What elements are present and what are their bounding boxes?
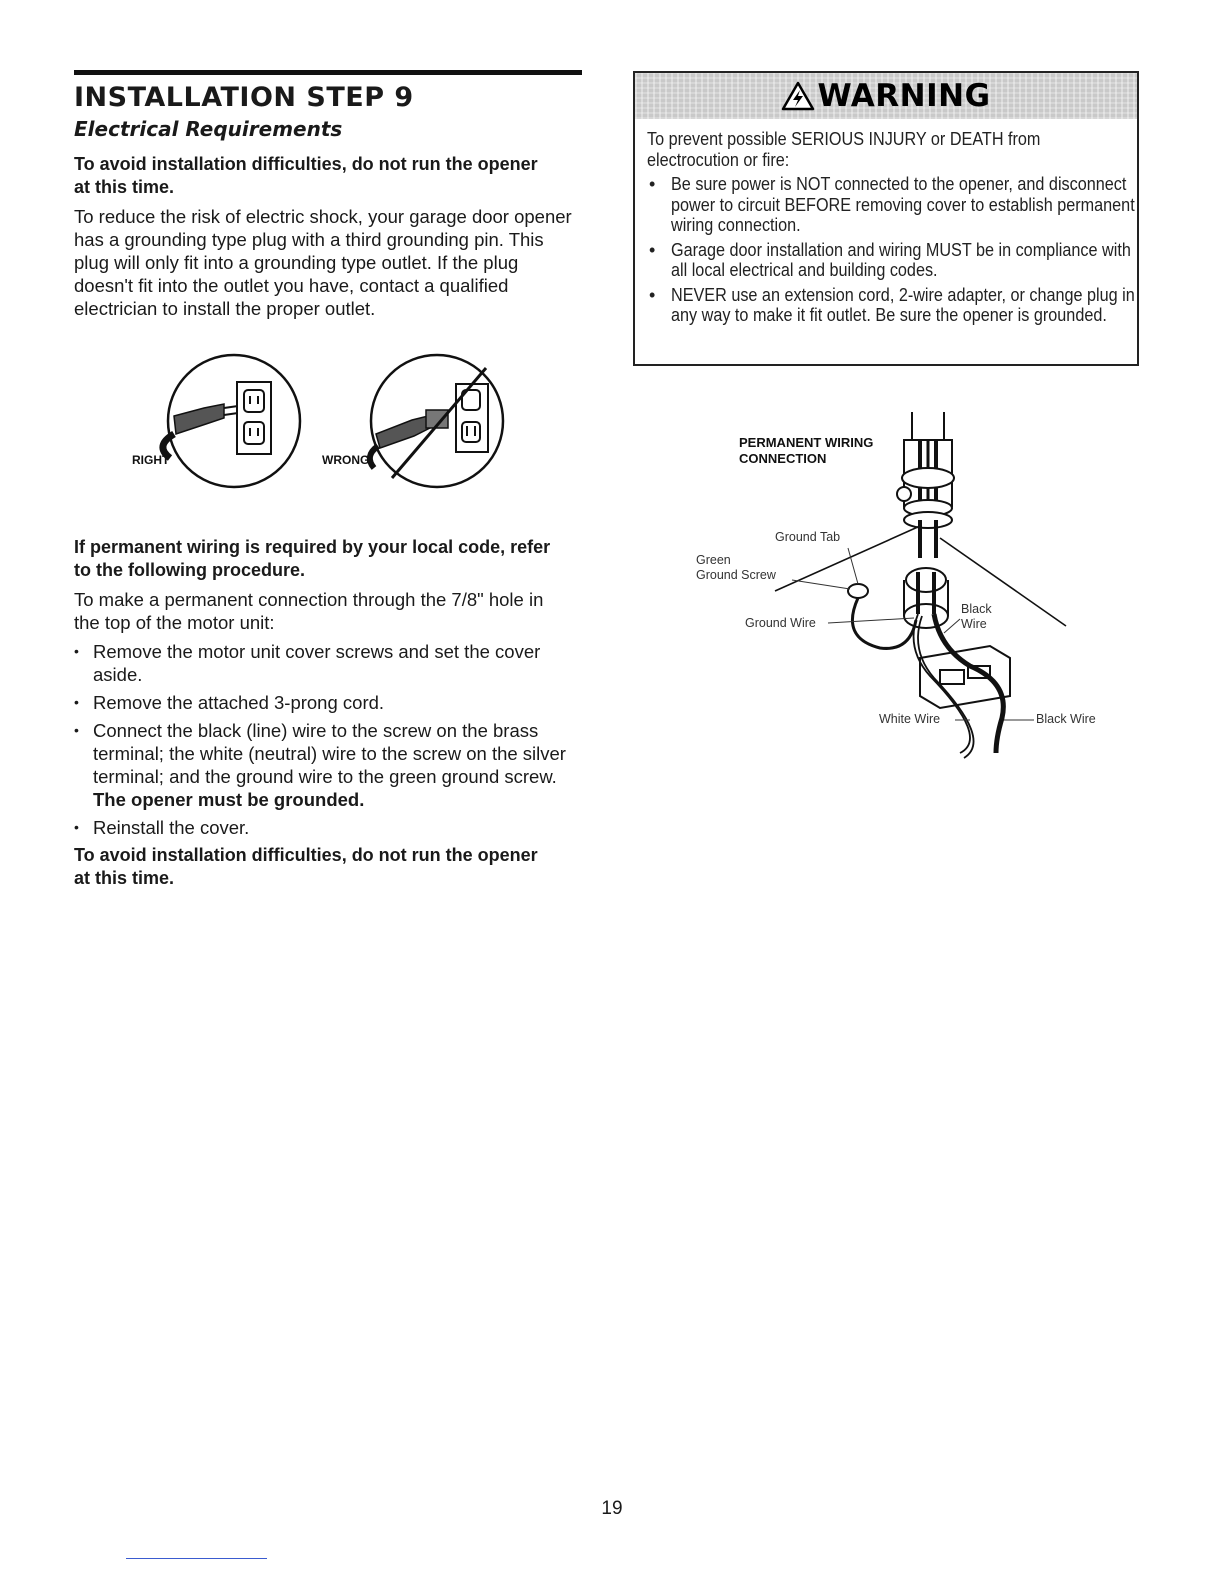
wiring-figure-title-1: PERMANENT WIRING — [739, 435, 874, 450]
permanent-wiring-heading: If permanent wiring is required by your local code, refer to the following procedure. — [74, 537, 551, 580]
step-subtitle: Electrical Requirements — [74, 117, 343, 141]
wiring-figure-title-2: CONNECTION — [739, 451, 827, 466]
warning-item — [647, 174, 1135, 236]
wiring-step: • Reinstall the cover. — [74, 816, 582, 839]
ground-tab-label: Ground Tab — [775, 530, 841, 544]
warning-item-text: • NEVER use an extension cord, 2-wire adapter, or change plug in any way to make it fit outlet. Be sure the opener is grounded. — [671, 284, 1135, 325]
plug-wrong-label: WRONG — [322, 453, 370, 467]
electric-warning-icon — [781, 81, 815, 111]
warning-box — [633, 71, 1139, 366]
warning-title: WARNING — [817, 78, 991, 114]
warning-item-text: • Garage door installation and wiring MUST be in compliance with all local electrical and building codes. — [671, 239, 1131, 280]
bottom-rule — [126, 1558, 267, 1559]
warning-item — [647, 284, 1135, 326]
step-title: INSTALLATION STEP 9 — [74, 82, 414, 113]
caution-text-top: To avoid installation difficulties, do not run the opener at this time. — [74, 154, 538, 197]
left-column — [74, 70, 582, 890]
warning-header — [635, 73, 1137, 119]
plug-figure — [74, 338, 582, 528]
black-wire-label-2: Wire — [961, 617, 987, 631]
white-wire-label: White Wire — [879, 712, 941, 726]
warning-body — [635, 119, 1137, 326]
warning-intro: To prevent possible SERIOUS INJURY or DEATH from electrocution or fire: — [647, 129, 1041, 170]
wiring-steps-list — [74, 640, 582, 839]
grounded-emphasis: The opener must be grounded. — [93, 789, 365, 810]
warning-item — [647, 239, 1131, 281]
grounding-paragraph: To reduce the risk of electric shock, your garage door opener has a grounding type plug with a third grounding pin. This plug will only fit into a grounding type outlet. If the plug doesn't fit into the outlet you have, contact a qualified electrician to install the proper outlet. — [74, 206, 572, 319]
wiring-step: • Remove the motor unit cover screws and set the cover aside. — [74, 640, 582, 686]
page-number: 19 — [601, 1498, 623, 1519]
ground-wire-label: Ground Wire — [745, 616, 816, 630]
section-rule — [74, 70, 582, 75]
plug-outlet-illustration — [74, 338, 582, 528]
wiring-step-text: Connect the black (line) wire to the screw on the brass terminal; the white (neutral) wire to the screw on the silver terminal; and the ground wire to the green ground screw. — [93, 720, 566, 787]
black-wire-label: Black Wire — [1036, 712, 1096, 726]
wiring-figure — [690, 408, 1130, 778]
wiring-step — [74, 719, 582, 811]
wiring-step: • Remove the attached 3-prong cord. — [74, 691, 582, 714]
green-screw-label-1: Green — [696, 553, 731, 567]
warning-list — [647, 174, 1135, 326]
black-wire-label-1: Black — [961, 602, 992, 616]
permanent-wiring-intro: To make a permanent connection through the 7/8" hole in the top of the motor unit: — [74, 589, 544, 633]
caution-text-bottom: To avoid installation difficulties, do not run the opener at this time. — [74, 845, 538, 888]
warning-item-text: • Be sure power is NOT connected to the opener, and disconnect power to circuit BEFORE removing cover to establish permanent wiring connection. — [671, 174, 1135, 235]
green-screw-label-2: Ground Screw — [696, 568, 776, 582]
plug-right-label: RIGHT — [132, 453, 170, 467]
